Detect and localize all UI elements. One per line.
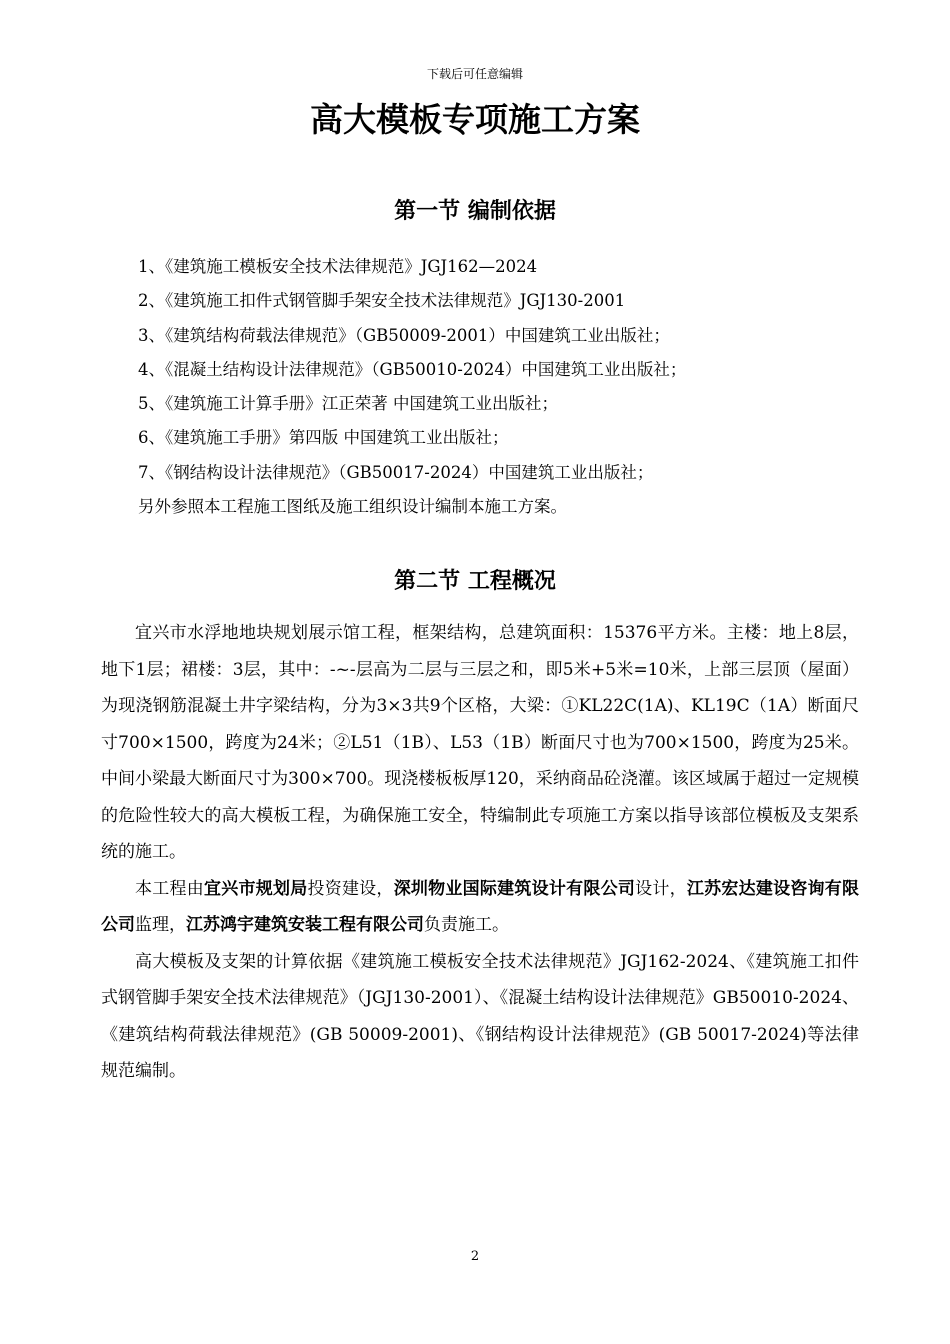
contractor-name: 江苏鸿宇建筑安装工程有限公司 [186, 915, 424, 935]
page-number: 2 [470, 1249, 480, 1264]
para2-text: 投资建设， [307, 878, 394, 899]
para2-text: 负责施工。 [424, 915, 509, 935]
section2-heading: 第二节 工程概况 [394, 569, 556, 594]
reference-item: 7、《钢结构设计法律规范》（GB50017-2024）中国建筑工业出版社； [138, 462, 654, 482]
reference-note: 另外参照本工程施工图纸及施工组织设计编制本施工方案。 [138, 497, 567, 517]
reference-item: 2、《建筑施工扣件式钢管脚手架安全技术法律规范》JGJ130-2001 [138, 291, 626, 311]
reference-item: 3、《建筑结构荷载法律规范》（GB50009-2001）中国建筑工业出版社； [138, 325, 670, 345]
overview-paragraph-2 [101, 871, 859, 944]
overview-paragraph-3: 高大模板及支架的计算依据《建筑施工模板安全技术法律规范》JGJ162-2024、《建筑施工扣件式钢管脚手架安全技术法律规范》（JGJ130-2001）、《混凝土结构设计法律规范》GB50010-2024、《建筑结构荷载法律规范》(GB 50009-2001)、《钢结构设计法律规范》(GB 50017-2024)等法律规范编制。 [101, 951, 859, 1081]
reference-list [138, 250, 878, 524]
page-header-note: 下载后可任意编辑 [426, 67, 523, 81]
reference-item: 6、《建筑施工手册》第四版 中国建筑工业出版社； [138, 428, 509, 448]
investor-name: 宜兴市规划局 [203, 878, 308, 899]
project-overview [101, 615, 859, 1090]
designer-name: 深圳物业国际建筑设计有限公司 [393, 878, 636, 899]
overview-paragraph-1: 宜兴市水浮地地块规划展示馆工程，框架结构，总建筑面积：15376平方米。主楼：地上8层，地下1层；裙楼：3层，其中：-~-层高为二层与三层之和，即5米+5米=10米，上部三层顶（屋面）为现浇钢筋混凝土井字梁结构，分为3×3共9个区格，大梁：①KL22C(1A)、KL19C（1A）断面尺寸700×1500，跨度为24米；②L51（1B）、L53（1B）断面尺寸也为700×1500，跨度为25米。中间小梁最大断面尺寸为300×700。现浇楼板板厚120，采纳商品砼浇灌。该区域属于超过一定规模的危险性较大的高大模板工程，为确保施工安全，特编制此专项施工方案以指导该部位模板及支架系统的施工。 [101, 623, 859, 862]
reference-item: 4、《混凝土结构设计法律规范》（GB50010-2024）中国建筑工业出版社； [138, 359, 687, 379]
reference-item: 1、《建筑施工模板安全技术法律规范》JGJ162—2024 [138, 257, 538, 276]
section1-heading: 第一节 编制依据 [394, 199, 556, 224]
para2-text: 本工程由 [135, 878, 204, 899]
para2-text: 监理， [135, 915, 186, 935]
supervisor-name: 江苏宏达建设咨询有限公司 [101, 878, 860, 935]
para2-text: 设计， [635, 878, 687, 899]
document-title: 高大模板专项施工方案 [310, 100, 640, 139]
reference-item: 5、《建筑施工计算手册》江正荣著 中国建筑工业出版社； [138, 394, 558, 414]
